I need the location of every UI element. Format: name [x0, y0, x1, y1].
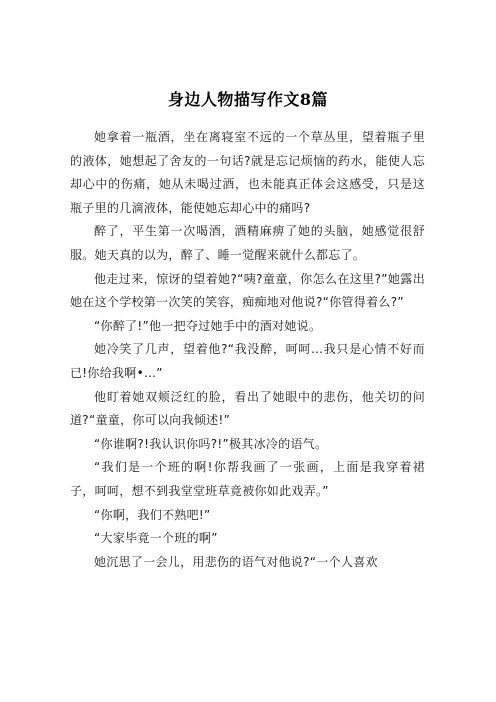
paragraph: 她冷笑了几声，望着他?“我没醉，呵呵…我只是心情不好而已!你给我啊•…” [70, 342, 425, 380]
paragraph: 她拿着一瓶酒，坐在离寝室不远的一个草丛里，望着瓶子里的液体，她想起了舍友的一句话?就是忘记烦恼的药水，能使人忘却心中的伤痛，她从未喝过酒，也未能真正体会这感受，只是这瓶子里的几滴液体，能使她忘却心中的痛吗? [70, 130, 425, 215]
paragraph: “大家毕竟一个班的啊” [94, 531, 218, 546]
document-body [70, 126, 425, 574]
paragraph: “你啊，我们不熟吧!” [94, 507, 211, 522]
paragraph: 醉了，平生第一次喝酒，酒精麻痹了她的头脑，她感觉很舒服。她天真的以为，醉了、睡一觉醒来就什么都忘了。 [70, 224, 425, 262]
paragraph: 他盯着她双颊泛红的脸，看出了她眼中的悲伤，他关切的问道?“童童，你可以向我倾述!” [70, 389, 425, 428]
paragraph: “你醉了!”他一把夺过她手中的酒对她说。 [94, 318, 322, 333]
paragraph: 他走过来，惊讶的望着她?“咦?童童，你怎么在这里?”她露出她在这个学校第一次笑的笑容，痴痴地对他说?“你管得着么?” [70, 271, 425, 310]
paragraph: 她沉思了一会儿，用悲伤的语气对他说?“一个人喜欢 [94, 554, 378, 569]
document-title: 身边人物描写作文8篇 [167, 90, 329, 109]
paragraph: “你谁啊?!我认识你吗?!”极其冰冷的语气。 [94, 436, 328, 451]
paragraph: “我们是一个班的啊!你帮我画了一张画，上面是我穿着裙子，呵呵，想不到我堂堂班草竟被你如此戏弄。” [70, 460, 425, 498]
